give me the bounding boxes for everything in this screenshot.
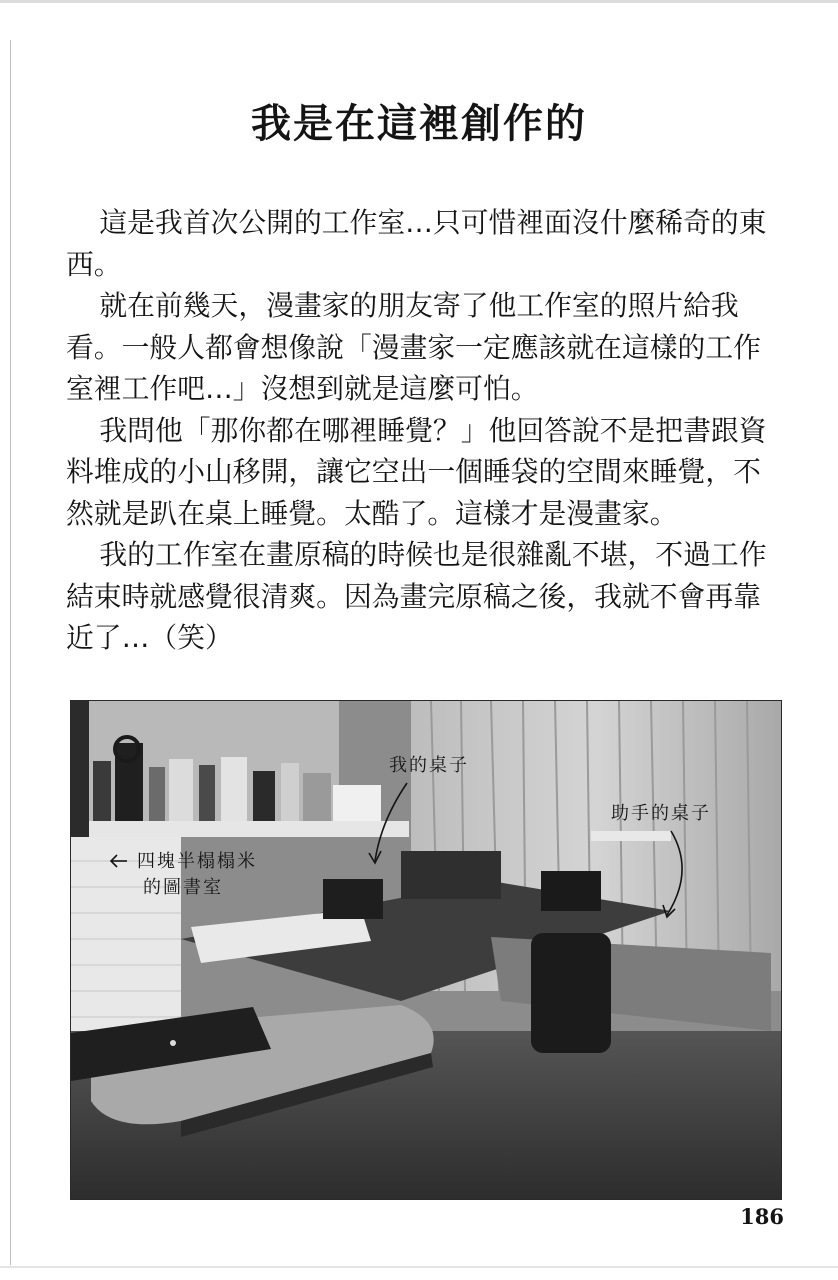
- shelf-board: [89, 821, 409, 837]
- page-left-edge: [10, 40, 11, 1265]
- desk-monitor: [401, 851, 501, 899]
- assistant-chair: [531, 933, 611, 1053]
- paragraph-1: 這是我首次公開的工作室…只可惜裡面沒什麼稀奇的東西。: [66, 206, 767, 281]
- label-library-line1: 四塊半榻榻米: [137, 851, 257, 872]
- desk-lamp: [591, 831, 671, 841]
- label-assistant-desk: 助手的桌子: [611, 803, 711, 824]
- label-library-line2: 的圖書室: [143, 877, 223, 898]
- page-bottom-edge: [0, 1266, 838, 1268]
- paragraph-3: 我問他「那你都在哪裡睡覺？」他回答說不是把書跟資料堆成的小山移開，讓它空出一個睡袋的空間來睡覺，不然就是趴在桌上睡覺。太酷了。這樣才是漫畫家。: [66, 413, 767, 530]
- assistant-bag: [541, 871, 601, 911]
- body-text: [66, 202, 772, 659]
- paragraph-2: 就在前幾天，漫畫家的朋友寄了他工作室的照片給我看。一般人都會想像說「漫畫家一定應該就在這樣的工作室裡工作吧…」沒想到就是這麼可怕。: [66, 289, 761, 405]
- label-my-desk: 我的桌子: [389, 755, 469, 776]
- studio-photo: [70, 700, 782, 1200]
- my-chair: [323, 879, 383, 919]
- paragraph-4: 我的工作室在畫原稿的時候也是很雜亂不堪，不過工作結束時就感覺很清爽。因為畫完原稿之後，我就不會再靠近了…（笑）: [66, 538, 767, 654]
- page-top-edge: [0, 0, 838, 3]
- page-number: 186: [740, 1204, 784, 1229]
- page-title: 我是在這裡創作的: [251, 101, 587, 147]
- laptop-logo: [170, 1040, 176, 1046]
